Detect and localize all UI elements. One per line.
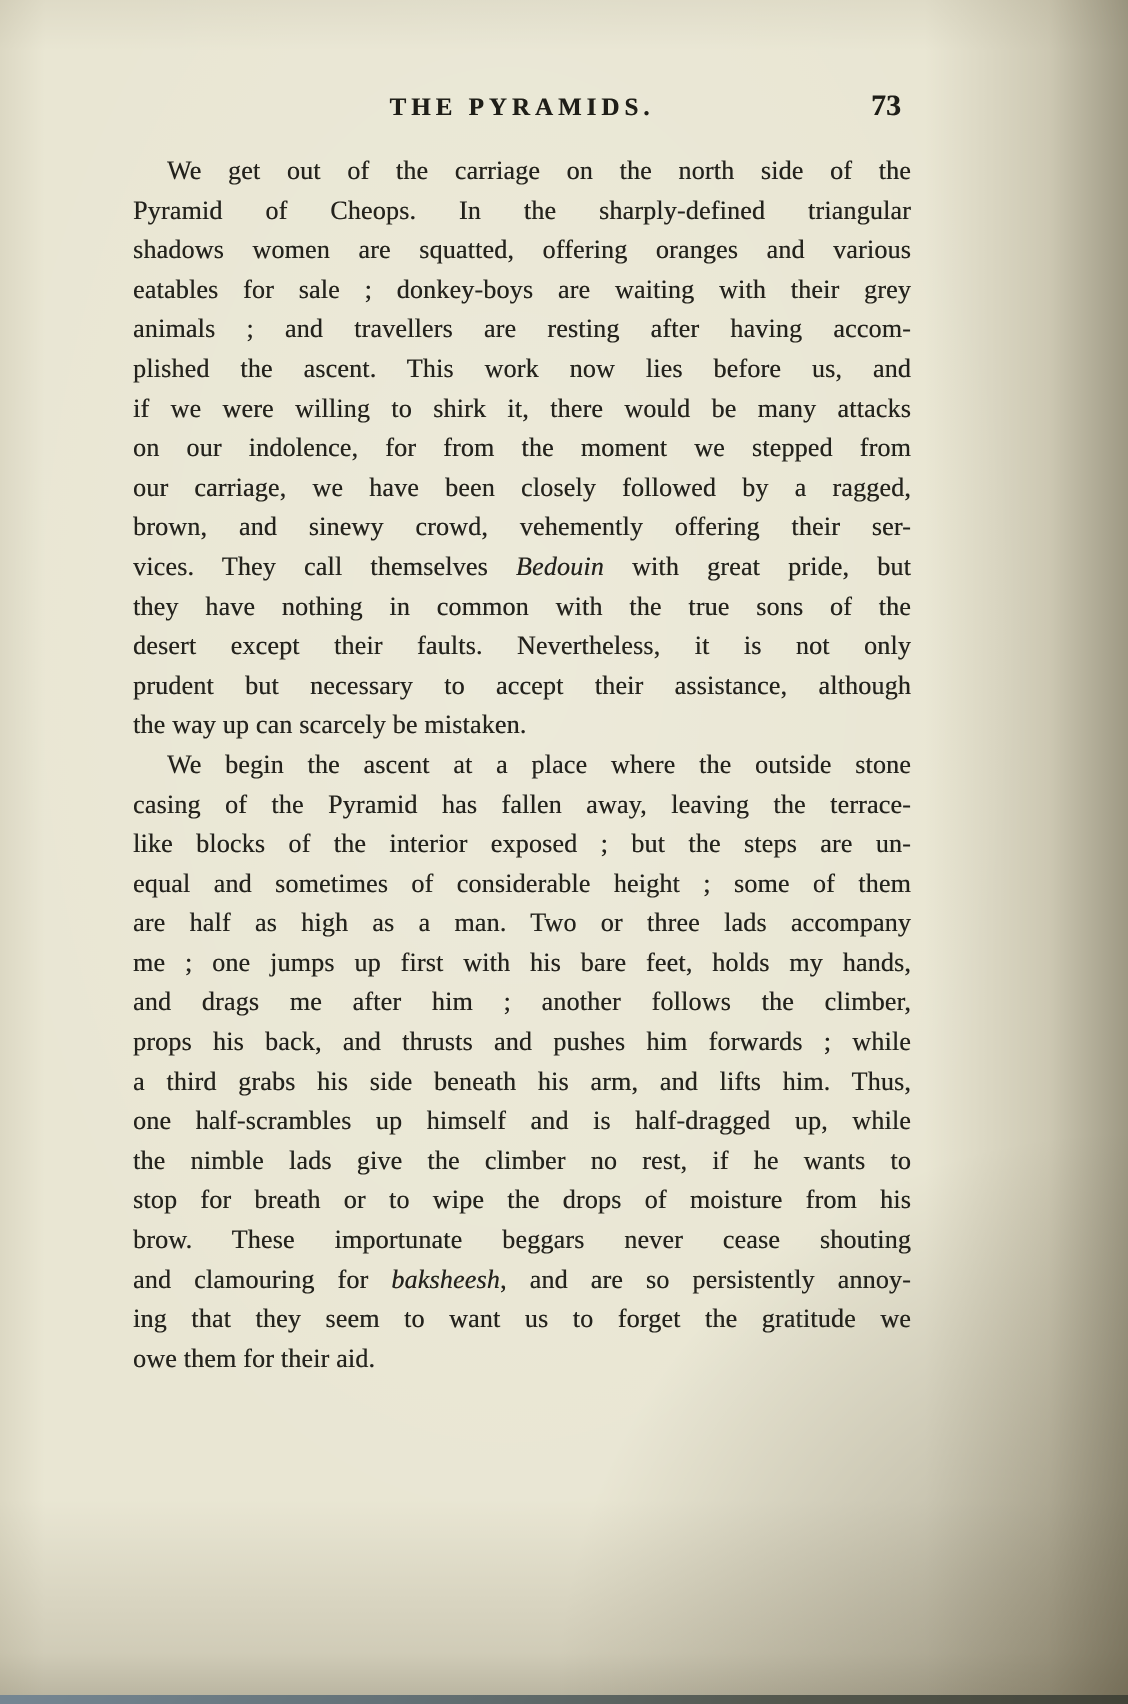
text-segment: eatables for sale ; donkey-boys are waiting with their grey (133, 274, 911, 304)
text-line (133, 864, 911, 904)
text-line (133, 468, 911, 508)
text-line (133, 1141, 911, 1181)
text-segment: equal and sometimes of considerable height ; some of them (133, 868, 911, 898)
text-segment: We get out of the carriage on the north side of the (167, 156, 911, 185)
text-segment: prudent but necessary to accept their assistance, although (133, 670, 911, 700)
text-line (133, 230, 911, 270)
body-text (133, 151, 911, 1378)
text-segment: and clamouring for (133, 1264, 392, 1294)
text-segment: they have nothing in common with the true sons of the (133, 591, 911, 621)
text-line (133, 389, 911, 429)
text-segment: like blocks of the interior exposed ; but the steps are un- (133, 829, 911, 859)
text-segment: animals ; and travellers are resting after having accom- (133, 314, 911, 344)
text-line (133, 151, 911, 191)
text-line (133, 626, 911, 666)
text-line (133, 1260, 911, 1300)
text-line (133, 1062, 911, 1102)
text-segment: , and are so persistently annoy- (499, 1264, 911, 1294)
text-segment: are half as high as a man. Two or three lads accompany (133, 908, 911, 938)
text-segment: ing that they seem to want us to forget the gratitude we (133, 1304, 911, 1334)
text-segment: a third grabs his side beneath his arm, and lifts him. Thus, (133, 1066, 911, 1096)
text-line (133, 785, 911, 825)
text-line (133, 1339, 911, 1379)
text-segment: on our indolence, for from the moment we stepped from (133, 433, 911, 463)
text-segment: me ; one jumps up first with his bare feet, holds my hands, (133, 947, 911, 977)
text-segment: vices. They call themselves (133, 551, 516, 581)
text-line (133, 943, 911, 983)
text-segment: props his back, and thrusts and pushes him forwards ; while (133, 1027, 911, 1057)
text-segment: brow. These importunate beggars never cease shouting (133, 1225, 911, 1255)
text-line (133, 428, 911, 468)
text-line (133, 982, 911, 1022)
text-line (133, 309, 911, 349)
text-line (133, 1220, 911, 1260)
page-number: 73 (871, 89, 901, 122)
italic-word: Bedouin (515, 551, 604, 581)
text-line (133, 745, 911, 785)
text-line (133, 705, 911, 745)
text-segment: Pyramid of Cheops. In the sharply-defined triangular (133, 195, 911, 225)
text-segment: one half-scrambles up himself and is half-dragged up, while (133, 1106, 911, 1136)
text-segment: shadows women are squatted, offering oranges and various (133, 235, 911, 265)
text-line (133, 1101, 911, 1141)
text-line (133, 547, 911, 587)
text-line (133, 507, 911, 547)
text-segment: plished the ascent. This work now lies before us, and (133, 353, 911, 383)
text-line (133, 824, 911, 864)
text-segment: with great pride, but (603, 551, 911, 581)
text-segment: and drags me after him ; another follows the climber, (133, 987, 911, 1017)
text-segment: casing of the Pyramid has fallen away, leaving the terrace- (133, 789, 911, 819)
text-line (133, 666, 911, 706)
text-segment: brown, and sinewy crowd, vehemently offering their ser- (133, 512, 911, 542)
text-line (133, 1299, 911, 1339)
text-segment: We begin the ascent at a place where the outside stone (167, 749, 911, 779)
scanner-edge (0, 1695, 1128, 1704)
text-line (133, 270, 911, 310)
text-line (133, 349, 911, 389)
text-line (133, 1022, 911, 1062)
text-segment: desert except their faults. Nevertheless, it is not only (133, 631, 911, 661)
text-segment: owe them for their aid. (133, 1343, 376, 1373)
text-segment: the way up can scarcely be mistaken. (133, 710, 527, 740)
running-title: THE PYRAMIDS. (389, 94, 655, 121)
text-line (133, 903, 911, 943)
text-segment: if we were willing to shirk it, there would be many attacks (133, 393, 911, 423)
text-segment: the nimble lads give the climber no rest, if he wants to (133, 1145, 911, 1175)
italic-word: baksheesh (391, 1264, 500, 1294)
text-segment: our carriage, we have been closely followed by a ragged, (133, 472, 911, 502)
text-line (133, 1180, 911, 1220)
text-segment: stop for breath or to wipe the drops of moisture from his (133, 1185, 911, 1215)
text-line (133, 587, 911, 627)
text-line (133, 191, 911, 231)
page-header (133, 89, 911, 136)
